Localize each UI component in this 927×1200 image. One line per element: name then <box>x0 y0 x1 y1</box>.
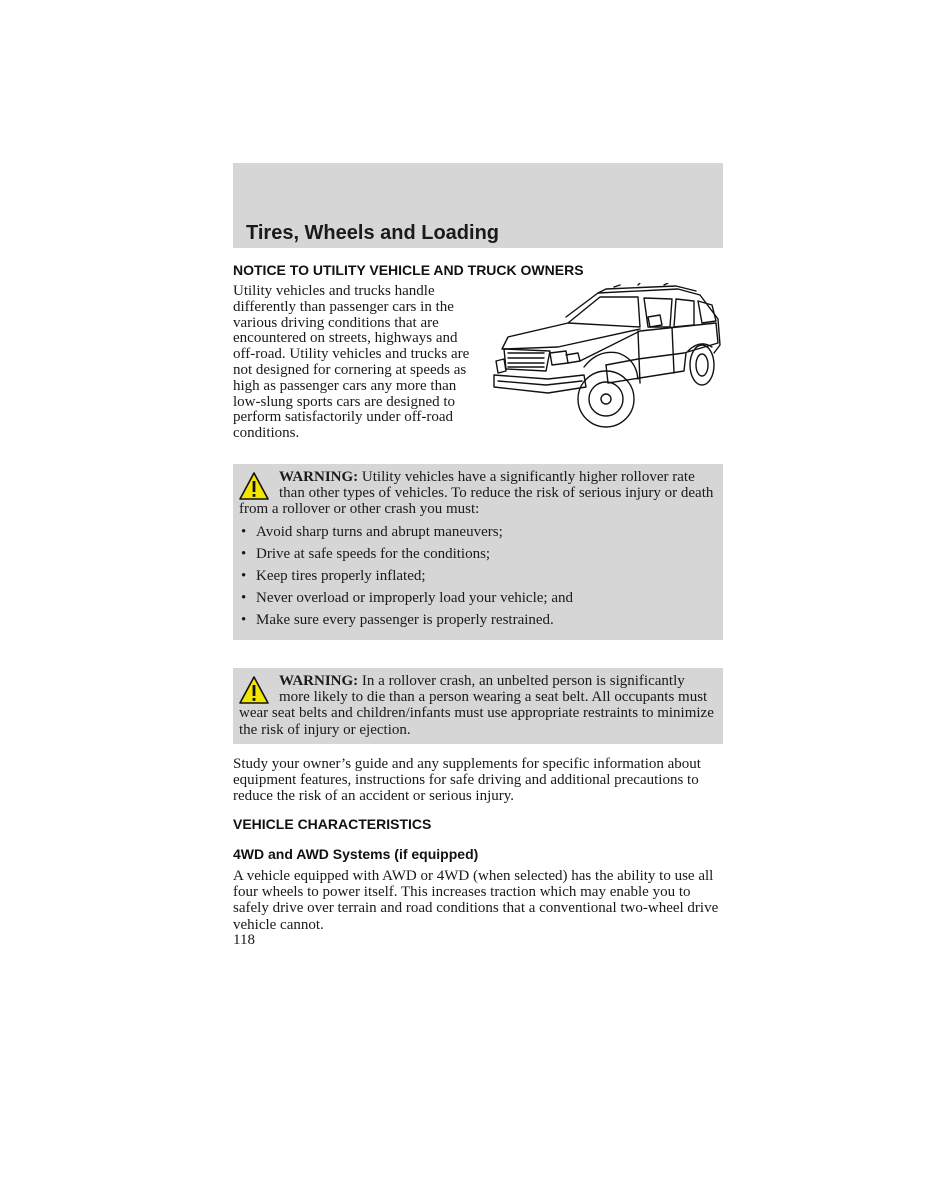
bullet-item: • Avoid sharp turns and abrupt maneuvers; <box>239 524 715 540</box>
warning-body: Utility vehicles have a significantly higher rollover rate than other types of vehicles. To reduce the risk of serious injury or death from a rollover or other crash you must: <box>239 469 714 518</box>
warning-text <box>239 673 715 738</box>
bullet-item: • Never overload or improperly load your vehicle; and <box>239 590 715 606</box>
seatbelt-warning-box <box>233 668 723 744</box>
section-header-band <box>233 163 723 248</box>
warning-label: WARNING: <box>279 469 359 485</box>
warning-triangle-icon <box>239 471 269 501</box>
notice-paragraph: Utility vehicles and trucks handle differently than passenger cars in the various driving conditions that are encountered on streets, highways and off-road. Utility vehicles and trucks are not designed for cornering at speeds as high as passenger cars any more than low-slung sports cars are designed to perform satisfactorily under off-road conditions. <box>233 283 470 442</box>
page-number: 118 <box>233 932 255 948</box>
safety-bullet-list <box>239 524 715 628</box>
warning-text <box>239 469 715 518</box>
warning-triangle-icon <box>239 675 269 705</box>
bullet-item: • Make sure every passenger is properly restrained. <box>239 612 715 628</box>
awd-subheading: 4WD and AWD Systems (if equipped) <box>233 846 479 862</box>
bullet-item: • Keep tires properly inflated; <box>239 568 715 584</box>
warning-body: In a rollover crash, an unbelted person is significantly more likely to die than a person wearing a seat belt. All occupants must wear seat belts and children/infants must use appropriate restraints to minimize the risk of injury or ejection. <box>239 673 714 738</box>
awd-paragraph: A vehicle equipped with AWD or 4WD (when selected) has the ability to use all four wheels to power itself. This increases traction which may enable you to safely drive over terrain and road conditions that a conventional two-wheel drive vehicle cannot. <box>233 868 719 933</box>
section-title: Tires, Wheels and Loading <box>246 222 500 244</box>
rollover-warning-box <box>233 464 723 640</box>
warning-label: WARNING: <box>279 673 359 689</box>
vehicle-characteristics-heading: VEHICLE CHARACTERISTICS <box>233 816 432 832</box>
notice-heading: NOTICE TO UTILITY VEHICLE AND TRUCK OWNERS <box>233 262 584 278</box>
study-guide-paragraph: Study your owner’s guide and any supplements for specific information about equipment features, instructions for safe driving and additional precautions to reduce the risk of an accident or serious injury. <box>233 756 701 805</box>
bullet-item: • Drive at safe speeds for the conditions; <box>239 546 715 562</box>
suv-illustration <box>488 283 723 433</box>
